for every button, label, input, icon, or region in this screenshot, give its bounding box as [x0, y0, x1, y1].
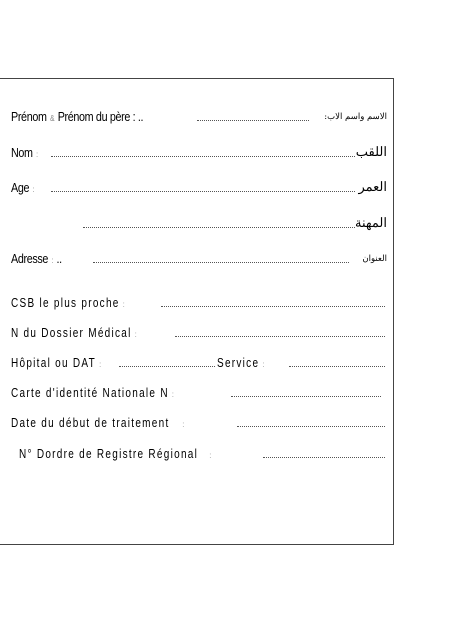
prenom-label-text: Prénom	[11, 110, 47, 124]
form-row-profession	[0, 211, 393, 233]
nom-label	[11, 146, 41, 160]
dossier-field[interactable]	[175, 336, 385, 337]
adresse-label-text: Adresse	[11, 252, 49, 266]
cin-sep: :	[172, 390, 176, 399]
age-label	[11, 181, 38, 195]
prenom-label-ar: الاسم واسم الاب:	[324, 112, 387, 122]
csb-label-text: CSB le plus proche	[11, 296, 120, 310]
service-field[interactable]	[289, 366, 385, 367]
dossier-label-text: N du Dossier Médical	[11, 326, 132, 340]
hopital-label	[11, 356, 105, 370]
cin-label-text: Carte d'identité Nationale N	[11, 386, 169, 400]
form-row-dossier	[0, 320, 393, 342]
prenom-amp: &	[50, 114, 55, 123]
form-row-age	[0, 175, 393, 197]
age-label-text: Age	[11, 181, 30, 195]
registre-sep: :	[209, 451, 213, 460]
dossier-sep: :	[134, 330, 138, 339]
debut-label-text: Date du début de traitement	[11, 416, 170, 430]
registre-label	[19, 447, 216, 461]
cin-field[interactable]	[231, 396, 381, 397]
prenom-label	[11, 110, 143, 124]
service-label-text: Service	[217, 356, 260, 370]
adresse-sep: :	[51, 256, 54, 265]
debut-label	[11, 416, 189, 430]
adresse-field[interactable]	[93, 262, 349, 263]
form-row-prenom	[0, 104, 393, 126]
adresse-label	[11, 252, 62, 266]
patient-form	[0, 78, 394, 545]
debut-field[interactable]	[237, 426, 385, 427]
service-label	[217, 356, 269, 370]
form-row-registre	[0, 441, 393, 463]
csb-sep: :	[122, 300, 126, 309]
age-field[interactable]	[51, 191, 355, 192]
nom-sep: :	[36, 150, 38, 159]
csb-field[interactable]	[161, 306, 385, 307]
hopital-label-text: Hôpital ou DAT	[11, 356, 96, 370]
debut-sep: :	[182, 420, 186, 429]
csb-label	[11, 296, 129, 310]
dossier-label	[11, 326, 141, 340]
form-row-nom	[0, 140, 393, 162]
form-row-csb	[0, 290, 393, 312]
service-sep: :	[262, 360, 266, 369]
form-row-hopital	[0, 350, 393, 372]
form-row-cin	[0, 380, 393, 402]
adresse-dots-prefix: ..	[56, 252, 62, 266]
nom-label-ar: اللقب	[355, 145, 387, 160]
prenom-pere-label: Prénom du père : ..	[57, 110, 144, 124]
profession-field[interactable]	[83, 227, 355, 228]
registre-field[interactable]	[263, 457, 385, 458]
adresse-label-ar: العنوان	[362, 254, 387, 264]
age-sep: :	[32, 185, 35, 194]
nom-field[interactable]	[51, 156, 355, 157]
nom-label-text: Nom	[11, 146, 33, 160]
hopital-field[interactable]	[119, 366, 215, 367]
form-row-debut	[0, 410, 393, 432]
profession-label-ar: المهنة	[355, 216, 387, 231]
prenom-field[interactable]	[197, 120, 309, 121]
registre-label-text: N° Dordre de Registre Régional	[19, 447, 199, 461]
hopital-sep: :	[99, 360, 103, 369]
age-label-ar: العمر	[358, 180, 387, 195]
form-row-adresse	[0, 246, 393, 268]
cin-label	[11, 386, 178, 400]
